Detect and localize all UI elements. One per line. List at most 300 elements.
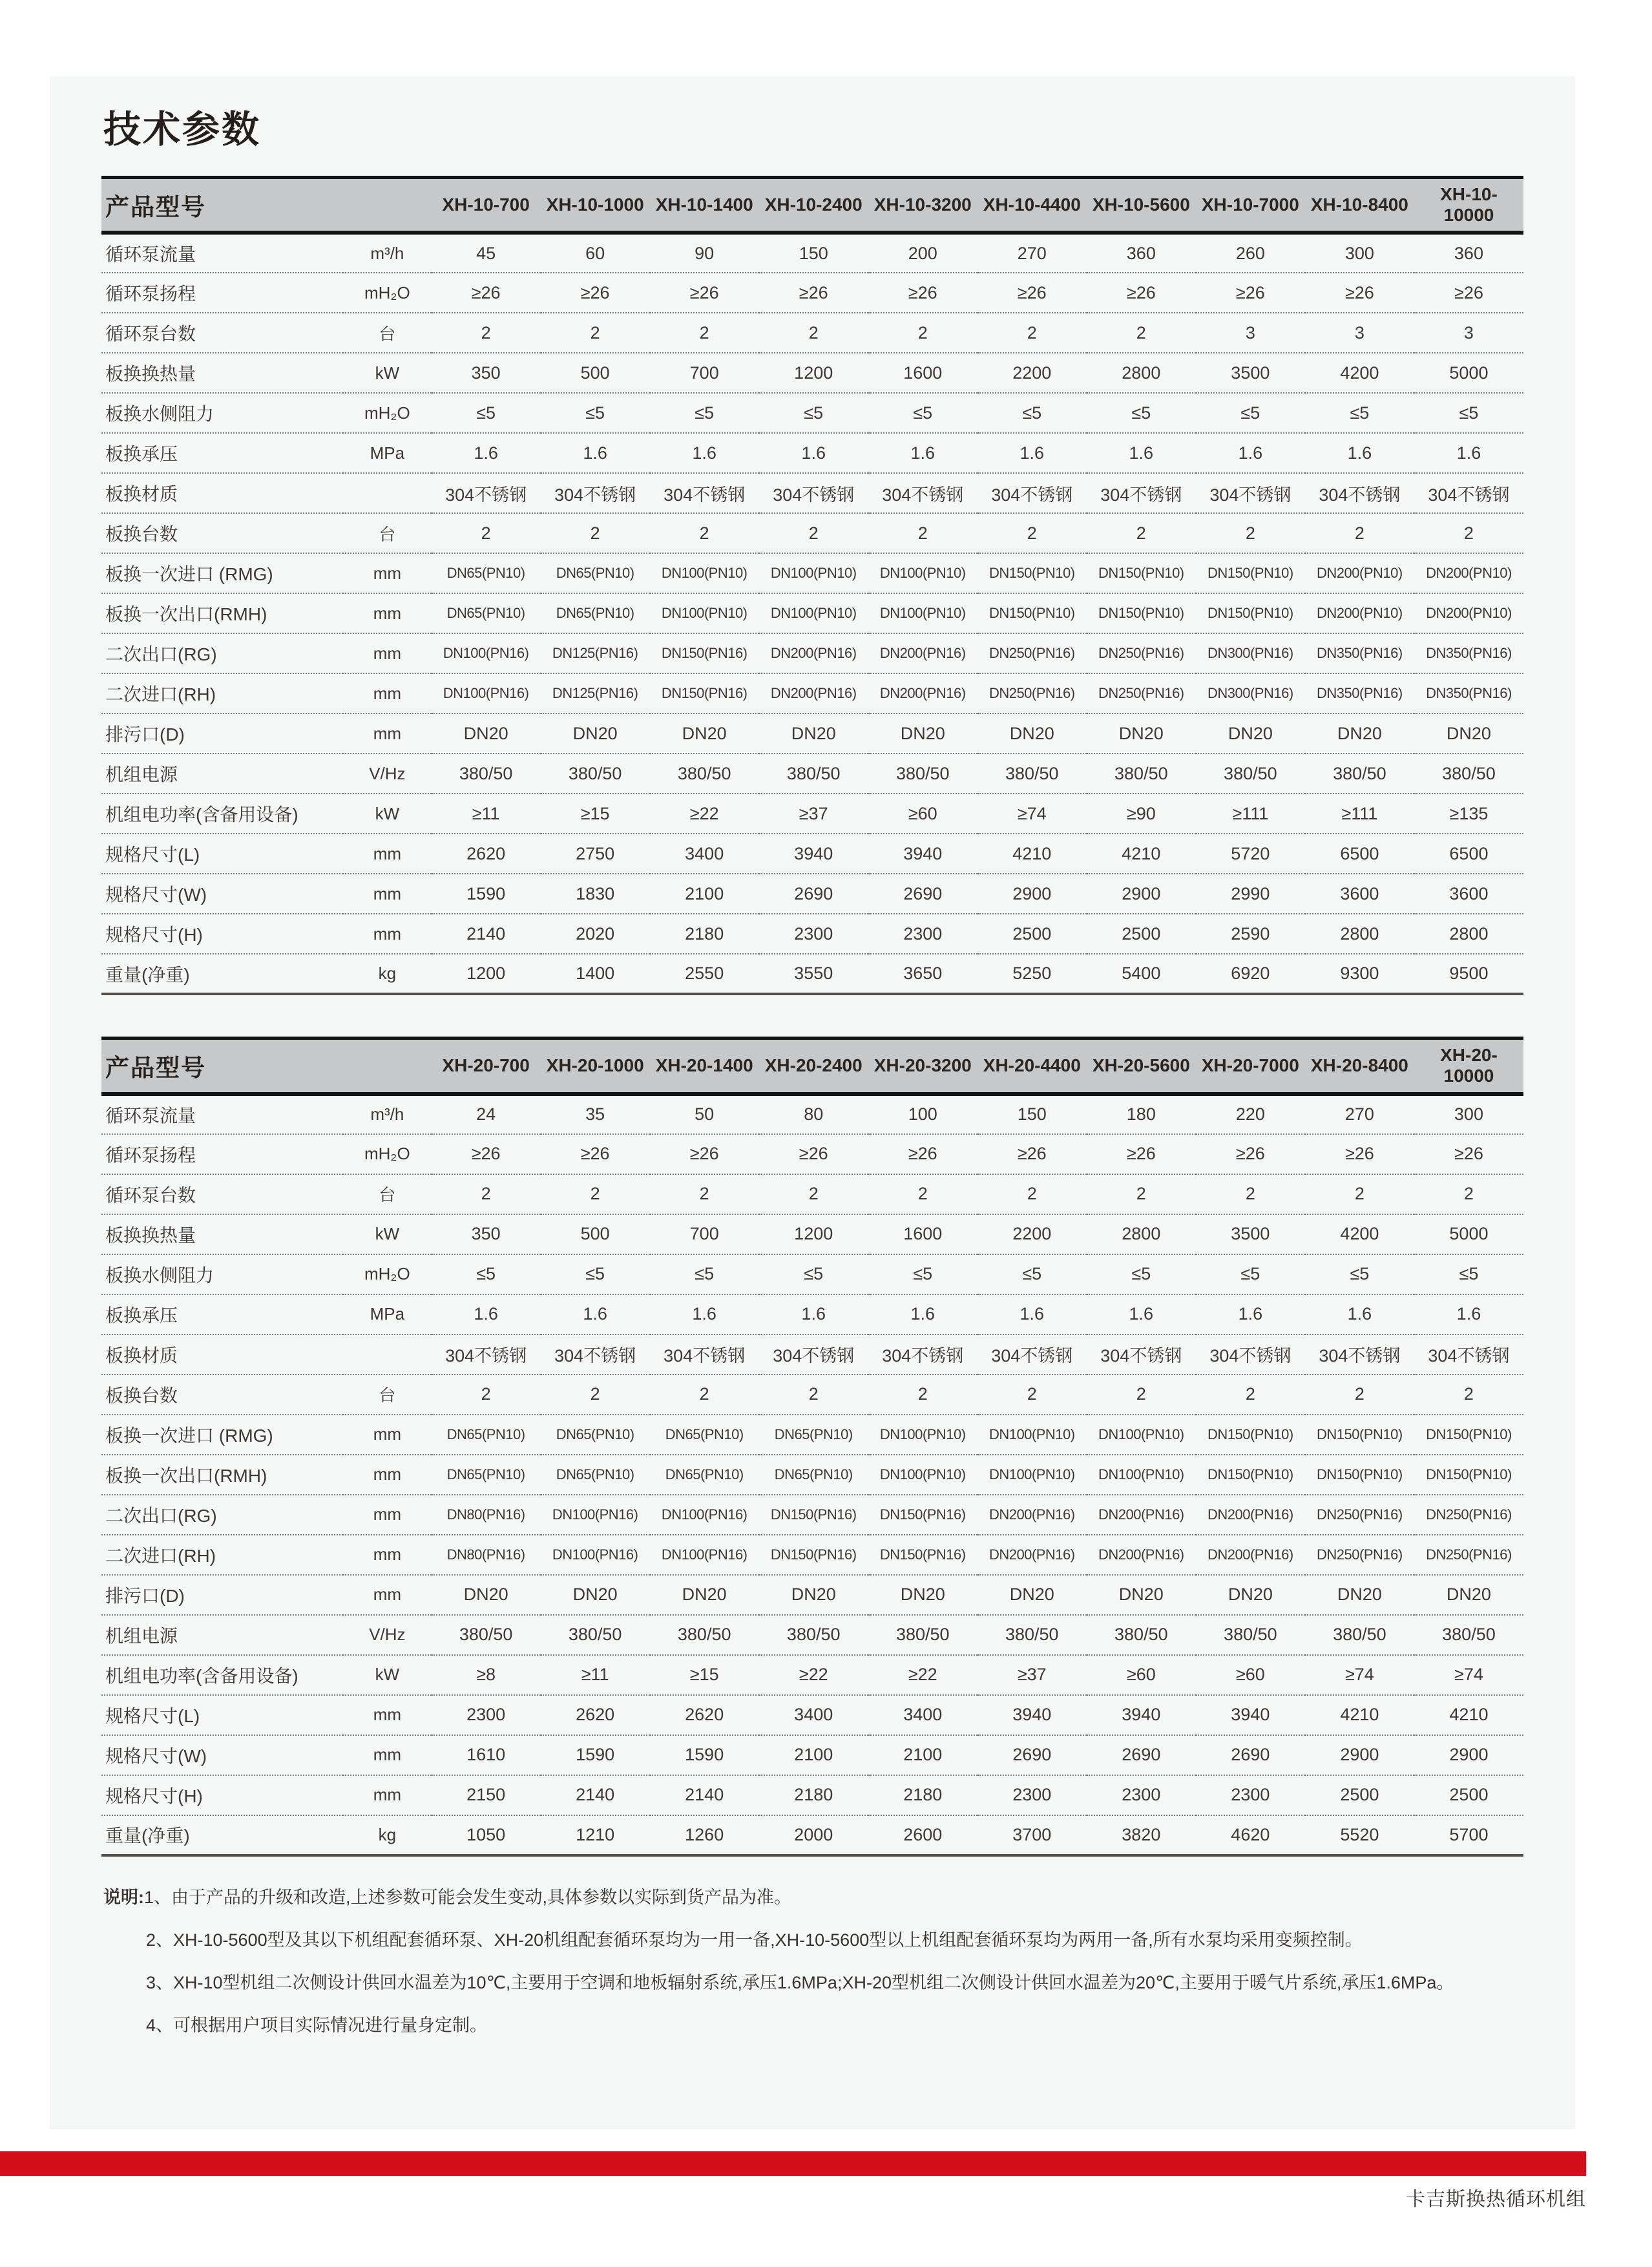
value-cell: DN125(PN16) <box>552 645 638 662</box>
value-cell: 2 <box>1136 523 1146 543</box>
value-cell: 3500 <box>1231 363 1270 383</box>
value-cell: 304不锈钢 <box>445 1346 527 1366</box>
row-label: 循环泵扬程 <box>105 1144 196 1165</box>
value-cell: ≥26 <box>580 282 610 302</box>
value-cell: ≤5 <box>913 403 933 423</box>
value-cell: ≤5 <box>1131 1264 1151 1284</box>
value-cell: DN65(PN10) <box>556 565 634 582</box>
value-cell: ≥26 <box>908 1144 937 1164</box>
value-cell: DN200(PN16) <box>770 685 857 702</box>
row-unit: m³/h <box>370 1104 404 1124</box>
table-row <box>101 1695 1523 1735</box>
value-cell: ≥26 <box>1454 1144 1483 1164</box>
row-unit: mm <box>373 843 402 863</box>
value-cell: 380/50 <box>568 763 622 783</box>
model-header: XH-20-700 <box>442 1055 530 1076</box>
value-cell: 1200 <box>794 1224 833 1244</box>
table-row <box>101 754 1523 794</box>
value-cell: 2750 <box>576 843 615 863</box>
value-cell: ≤5 <box>913 1264 933 1284</box>
value-cell: 3 <box>1354 322 1364 343</box>
value-cell: ≤5 <box>1022 1264 1042 1284</box>
table-header-row <box>101 177 1523 233</box>
table-row <box>101 473 1523 513</box>
value-cell: ≥22 <box>908 1665 937 1685</box>
value-cell: ≥26 <box>1017 1144 1047 1164</box>
value-cell: 304不锈钢 <box>1428 485 1510 505</box>
value-cell: DN20 <box>1446 723 1491 743</box>
value-cell: 150 <box>1017 1104 1047 1124</box>
value-cell: DN200(PN16) <box>879 645 966 662</box>
value-cell: DN150(PN16) <box>770 1506 857 1523</box>
row-label: 板换承压 <box>105 1305 178 1325</box>
value-cell: 3400 <box>685 843 724 863</box>
value-cell: DN150(PN10) <box>1208 605 1293 622</box>
page-title: 技术参数 <box>103 109 262 151</box>
value-cell: 1200 <box>466 964 506 984</box>
value-cell: 350 <box>471 1224 501 1244</box>
row-label: 板换台数 <box>105 1385 178 1406</box>
value-cell: 2620 <box>466 843 506 863</box>
value-cell: ≥26 <box>799 282 828 302</box>
note-line-1 <box>103 1888 1523 1908</box>
value-cell: DN20 <box>1009 723 1054 743</box>
row-unit: mm <box>373 923 402 944</box>
value-cell: ≤5 <box>804 403 824 423</box>
value-cell: 2 <box>1463 523 1474 543</box>
row-unit: mm <box>373 1705 402 1725</box>
value-cell: 700 <box>689 363 719 383</box>
table-row <box>101 673 1523 713</box>
value-cell: ≥26 <box>1126 282 1156 302</box>
spec-table-xh20-wrap <box>50 1037 1575 1857</box>
value-cell: 360 <box>1126 243 1156 263</box>
value-cell: 2 <box>481 322 491 343</box>
value-cell: DN20 <box>1228 723 1273 743</box>
table-row <box>101 1094 1523 1134</box>
value-cell: DN250(PN16) <box>1317 1506 1403 1523</box>
value-cell: 3600 <box>1449 883 1489 903</box>
value-cell: 35 <box>585 1104 605 1124</box>
value-cell: 2 <box>699 1384 709 1404</box>
value-cell: DN250(PN16) <box>988 685 1075 702</box>
value-cell: 2 <box>1245 1184 1255 1204</box>
model-header: XH-10-700 <box>442 194 530 215</box>
value-cell: ≥74 <box>1454 1665 1483 1685</box>
model-header: XH-10-8400 <box>1310 194 1408 215</box>
value-cell: 3600 <box>1340 883 1379 903</box>
value-cell: ≥74 <box>1017 803 1047 823</box>
value-cell: DN150(PN10) <box>1317 1466 1403 1482</box>
row-unit: kW <box>375 363 400 383</box>
value-cell: DN150(PN16) <box>770 1546 857 1563</box>
table-header-row <box>101 1039 1523 1094</box>
row-unit: mm <box>373 1464 402 1484</box>
value-cell: 2 <box>1136 322 1146 343</box>
value-cell: DN100(PN10) <box>661 605 748 622</box>
spec-table-xh20 <box>101 1037 1523 1857</box>
row-label: 二次出口(RG) <box>105 644 217 665</box>
value-cell: ≤5 <box>695 1264 715 1284</box>
value-cell: 2100 <box>794 1745 833 1765</box>
value-cell: 2 <box>1136 1384 1146 1404</box>
value-cell: ≤5 <box>1131 403 1151 423</box>
value-cell: 2620 <box>685 1705 724 1725</box>
value-cell: 3820 <box>1122 1824 1161 1844</box>
value-cell: 2 <box>1027 1384 1037 1404</box>
value-cell: ≥26 <box>689 1144 719 1164</box>
value-cell: ≥22 <box>689 803 719 823</box>
value-cell: ≥26 <box>580 1144 610 1164</box>
model-header: XH-10-4400 <box>983 194 1081 215</box>
value-cell: DN20 <box>1446 1585 1491 1605</box>
row-unit: 台 <box>379 1386 396 1406</box>
value-cell: 1.6 <box>1129 1304 1154 1324</box>
value-cell: 304不锈钢 <box>1209 1346 1291 1366</box>
row-label: 循环泵台数 <box>105 1185 196 1205</box>
value-cell: 2140 <box>576 1785 615 1805</box>
value-cell: 304不锈钢 <box>773 485 855 505</box>
value-cell: 5000 <box>1449 1224 1489 1244</box>
value-cell: DN20 <box>1118 723 1164 743</box>
value-cell: 2 <box>1027 322 1037 343</box>
value-cell: 2 <box>1136 1184 1146 1204</box>
value-cell: 2 <box>1245 523 1255 543</box>
value-cell: 1.6 <box>692 443 716 463</box>
value-cell: DN300(PN16) <box>1208 685 1293 702</box>
table-row <box>101 513 1523 553</box>
table-row <box>101 353 1523 393</box>
note-line-2: 2、XH-10-5600型及其以下机组配套循环泵、XH-20机组配套循环泵均为一用一备,XH-10-5600型以上机组配套循环泵均为两用一备,所有水泵均采用变频控制。 <box>146 1930 1363 1950</box>
value-cell: 1590 <box>576 1745 615 1765</box>
value-cell: ≥26 <box>471 1144 501 1164</box>
row-label: 规格尺寸(H) <box>105 925 203 945</box>
value-cell: 2500 <box>1340 1785 1379 1805</box>
value-cell: 1.6 <box>692 1304 716 1324</box>
value-cell: DN150(PN16) <box>661 685 748 702</box>
value-cell: ≤5 <box>1459 403 1479 423</box>
value-cell: 1600 <box>903 363 943 383</box>
value-cell: 1.6 <box>1456 443 1481 463</box>
value-cell: 2990 <box>1231 883 1270 903</box>
value-cell: DN150(PN10) <box>1426 1466 1512 1482</box>
value-cell: 5400 <box>1122 964 1161 984</box>
value-cell: 1830 <box>576 883 615 903</box>
value-cell: DN200(PN16) <box>879 685 966 702</box>
value-cell: 2 <box>699 1184 709 1204</box>
row-unit: mm <box>373 1504 402 1524</box>
value-cell: 2900 <box>1449 1745 1489 1765</box>
row-unit: V/Hz <box>369 763 406 783</box>
value-cell: DN20 <box>572 723 618 743</box>
row-label: 机组电源 <box>105 1625 178 1646</box>
value-cell: ≥60 <box>1235 1665 1265 1685</box>
value-cell: 380/50 <box>1333 763 1386 783</box>
value-cell: ≥26 <box>1454 282 1483 302</box>
value-cell: 1.6 <box>583 1304 607 1324</box>
value-cell: DN65(PN10) <box>556 605 634 622</box>
value-cell: DN150(PN10) <box>1208 1426 1293 1442</box>
value-cell: 2 <box>1245 1384 1255 1404</box>
footer-text: 卡吉斯换热循环机组 <box>1406 2189 1586 2210</box>
value-cell: 380/50 <box>677 1625 731 1645</box>
row-unit: mm <box>373 563 402 583</box>
value-cell: 4620 <box>1231 1824 1270 1844</box>
row-label: 板换换热量 <box>105 364 196 385</box>
value-cell: ≤5 <box>1240 1264 1260 1284</box>
table-row <box>101 1735 1523 1775</box>
value-cell: DN20 <box>1228 1585 1273 1605</box>
value-cell: 2800 <box>1449 923 1489 944</box>
row-label: 规格尺寸(L) <box>105 1705 200 1726</box>
value-cell: ≤5 <box>476 403 496 423</box>
value-cell: DN200(PN16) <box>1208 1506 1293 1523</box>
value-cell: ≥26 <box>1017 282 1047 302</box>
row-label: 板换一次进口 (RMG) <box>105 1425 273 1446</box>
value-cell: 2 <box>590 1184 600 1204</box>
value-cell: 80 <box>804 1104 824 1124</box>
value-cell: 2020 <box>576 923 615 944</box>
value-cell: 380/50 <box>1224 763 1277 783</box>
value-cell: 1.6 <box>1238 1304 1263 1324</box>
value-cell: 90 <box>695 243 715 263</box>
row-unit: MPa <box>370 1304 405 1324</box>
value-cell: 2800 <box>1122 363 1161 383</box>
value-cell: 304不锈钢 <box>664 485 746 505</box>
value-cell: ≥8 <box>476 1665 496 1685</box>
value-cell: DN65(PN10) <box>446 1426 525 1442</box>
spec-table-xh10-wrap <box>50 176 1575 996</box>
value-cell: 1600 <box>903 1224 943 1244</box>
value-cell: DN20 <box>1337 723 1382 743</box>
value-cell: ≥15 <box>580 803 610 823</box>
value-cell: 304不锈钢 <box>554 1346 636 1366</box>
row-label: 机组电源 <box>105 764 178 785</box>
model-header: XH-10-1000 <box>546 194 644 215</box>
value-cell: DN250(PN16) <box>1426 1546 1512 1563</box>
row-label: 循环泵扬程 <box>105 284 196 304</box>
value-cell: 1050 <box>466 1824 506 1844</box>
value-cell: 3700 <box>1012 1824 1052 1844</box>
value-cell: 4210 <box>1012 843 1052 863</box>
row-label: 机组电功率(含备用设备) <box>105 1665 298 1686</box>
table-row <box>101 794 1523 834</box>
value-cell: 3500 <box>1231 1224 1270 1244</box>
value-cell: DN200(PN16) <box>1208 1546 1293 1563</box>
value-cell: ≥11 <box>472 803 500 823</box>
value-cell: 2 <box>1354 1384 1364 1404</box>
value-cell: 380/50 <box>895 763 950 783</box>
value-cell: 1.6 <box>910 1304 936 1324</box>
value-cell: 2600 <box>903 1824 943 1844</box>
value-cell: 1.6 <box>583 443 607 463</box>
row-label: 板换台数 <box>105 524 178 545</box>
value-cell: DN150(PN10) <box>1208 1466 1293 1482</box>
value-cell: 5520 <box>1340 1824 1379 1844</box>
value-cell: DN20 <box>900 1585 945 1605</box>
value-cell: ≤5 <box>804 1264 824 1284</box>
value-cell: 380/50 <box>786 763 841 783</box>
row-label: 规格尺寸(W) <box>105 885 207 905</box>
value-cell: 220 <box>1235 1104 1265 1124</box>
value-cell: DN100(PN16) <box>661 1546 748 1563</box>
value-cell: ≤5 <box>1240 403 1260 423</box>
value-cell: 3940 <box>1012 1705 1052 1725</box>
value-cell: 380/50 <box>677 763 731 783</box>
table-row <box>101 313 1523 353</box>
value-cell: 2300 <box>1122 1785 1161 1805</box>
table-row <box>101 1455 1523 1495</box>
value-cell: DN100(PN10) <box>988 1426 1075 1442</box>
value-cell: DN150(PN16) <box>879 1506 966 1523</box>
row-label: 板换一次出口(RMH) <box>105 604 267 625</box>
row-unit: kW <box>375 1665 400 1685</box>
row-unit: kg <box>378 964 397 984</box>
value-cell: DN200(PN10) <box>1317 605 1403 622</box>
table-row <box>101 593 1523 633</box>
value-cell: DN250(PN16) <box>1317 1546 1403 1563</box>
value-cell: 2 <box>590 322 600 343</box>
value-cell: 500 <box>580 1224 610 1244</box>
value-cell: 2550 <box>685 964 724 984</box>
value-cell: ≤5 <box>1022 403 1042 423</box>
row-label: 板换材质 <box>105 484 178 505</box>
value-cell: DN20 <box>463 723 508 743</box>
value-cell: DN100(PN16) <box>661 1506 748 1523</box>
value-cell: 6920 <box>1231 964 1270 984</box>
value-cell: 2180 <box>903 1785 943 1805</box>
table-row <box>101 553 1523 593</box>
value-cell: 2180 <box>685 923 724 944</box>
value-cell: 24 <box>476 1104 496 1124</box>
value-cell: 2 <box>1463 1184 1474 1204</box>
value-cell: 380/50 <box>1114 1625 1168 1645</box>
value-cell: DN20 <box>791 723 836 743</box>
note-text-1: 1、由于产品的升级和改造,上述参数可能会发生变动,具体参数以实际到货产品为准。 <box>144 1887 792 1907</box>
value-cell: DN100(PN16) <box>552 1546 638 1563</box>
value-cell: 304不锈钢 <box>1100 485 1182 505</box>
table-row <box>101 1535 1523 1575</box>
spec-table-xh10-body <box>101 233 1523 994</box>
value-cell: 1.6 <box>1347 443 1372 463</box>
value-cell: 304不锈钢 <box>554 485 636 505</box>
notes-prefix: 说明: <box>103 1887 144 1907</box>
value-cell: ≥26 <box>1344 1144 1374 1164</box>
model-header: XH-20-10000 <box>1440 1045 1498 1086</box>
value-cell: 380/50 <box>568 1625 622 1645</box>
table-row <box>101 1254 1523 1294</box>
value-cell: 4200 <box>1340 363 1379 383</box>
value-cell: 2690 <box>1231 1745 1270 1765</box>
value-cell: DN250(PN16) <box>1426 1506 1512 1523</box>
value-cell: 380/50 <box>459 1625 513 1645</box>
value-cell: 2690 <box>1122 1745 1161 1765</box>
value-cell: DN250(PN16) <box>988 645 1075 662</box>
value-cell: 2 <box>808 523 819 543</box>
value-cell: 5000 <box>1449 363 1489 383</box>
value-cell: 270 <box>1344 1104 1374 1124</box>
row-unit: mm <box>373 1545 402 1565</box>
value-cell: 2 <box>699 523 709 543</box>
value-cell: ≥26 <box>1126 1144 1156 1164</box>
note-line-4: 4、可根据用户项目实际情况进行量身定制。 <box>146 2015 488 2035</box>
value-cell: 2500 <box>1012 923 1052 944</box>
value-cell: 2500 <box>1449 1785 1489 1805</box>
value-cell: 300 <box>1454 1104 1483 1124</box>
value-cell: 200 <box>908 243 937 263</box>
spec-table-xh10 <box>101 176 1523 996</box>
model-header: XH-10-2400 <box>764 194 863 215</box>
value-cell: DN150(PN16) <box>661 645 748 662</box>
value-cell: 2 <box>699 322 709 343</box>
value-cell: 380/50 <box>895 1625 950 1645</box>
value-cell: DN150(PN16) <box>879 1546 966 1563</box>
value-cell: 2150 <box>466 1785 506 1805</box>
value-cell: 304不锈钢 <box>882 485 964 505</box>
row-unit: mH₂O <box>364 282 410 302</box>
value-cell: 2 <box>1027 1184 1037 1204</box>
table-row <box>101 633 1523 673</box>
value-cell: 4210 <box>1122 843 1161 863</box>
value-cell: DN100(PN10) <box>988 1466 1075 1482</box>
value-cell: 2 <box>590 1384 600 1404</box>
value-cell: 380/50 <box>1114 763 1168 783</box>
model-header: XH-10-3200 <box>873 194 972 215</box>
value-cell: 3940 <box>794 843 833 863</box>
model-header: XH-10-7000 <box>1201 194 1299 215</box>
value-cell: ≥111 <box>1341 803 1378 823</box>
value-cell: DN350(PN16) <box>1426 685 1512 702</box>
value-cell: DN250(PN16) <box>1098 685 1184 702</box>
row-label: 规格尺寸(W) <box>105 1745 207 1766</box>
row-unit: mm <box>373 683 402 703</box>
value-cell: ≥37 <box>799 803 828 823</box>
value-cell: ≥26 <box>1235 1144 1265 1164</box>
value-cell: DN150(PN10) <box>1098 605 1184 622</box>
value-cell: 150 <box>799 243 828 263</box>
value-cell: 380/50 <box>1224 1625 1277 1645</box>
value-cell: 2800 <box>1122 1224 1161 1244</box>
value-cell: 9300 <box>1340 964 1379 984</box>
value-cell: 304不锈钢 <box>773 1346 855 1366</box>
value-cell: 380/50 <box>1005 763 1059 783</box>
model-header: XH-20-1000 <box>546 1055 644 1076</box>
value-cell: 2 <box>1354 1184 1364 1204</box>
value-cell: 60 <box>585 243 605 263</box>
row-unit: mm <box>373 723 402 743</box>
table-row <box>101 914 1523 954</box>
value-cell: ≤5 <box>585 1264 605 1284</box>
value-cell: 2 <box>1027 523 1037 543</box>
table-header-label: 产品型号 <box>105 193 206 220</box>
value-cell: DN200(PN10) <box>1426 565 1512 582</box>
value-cell: 2900 <box>1122 883 1161 903</box>
value-cell: DN65(PN10) <box>665 1426 744 1442</box>
value-cell: 50 <box>695 1104 715 1124</box>
value-cell: 304不锈钢 <box>1319 1346 1401 1366</box>
value-cell: 5250 <box>1012 964 1052 984</box>
value-cell: 2 <box>481 523 491 543</box>
value-cell: 6500 <box>1340 843 1379 863</box>
value-cell: DN20 <box>682 723 727 743</box>
value-cell: 9500 <box>1449 964 1489 984</box>
value-cell: 2620 <box>576 1705 615 1725</box>
value-cell: 3550 <box>794 964 833 984</box>
value-cell: DN100(PN16) <box>443 685 529 702</box>
row-label: 循环泵流量 <box>105 244 196 265</box>
row-label: 板换一次出口(RMH) <box>105 1465 267 1486</box>
table-row <box>101 433 1523 473</box>
